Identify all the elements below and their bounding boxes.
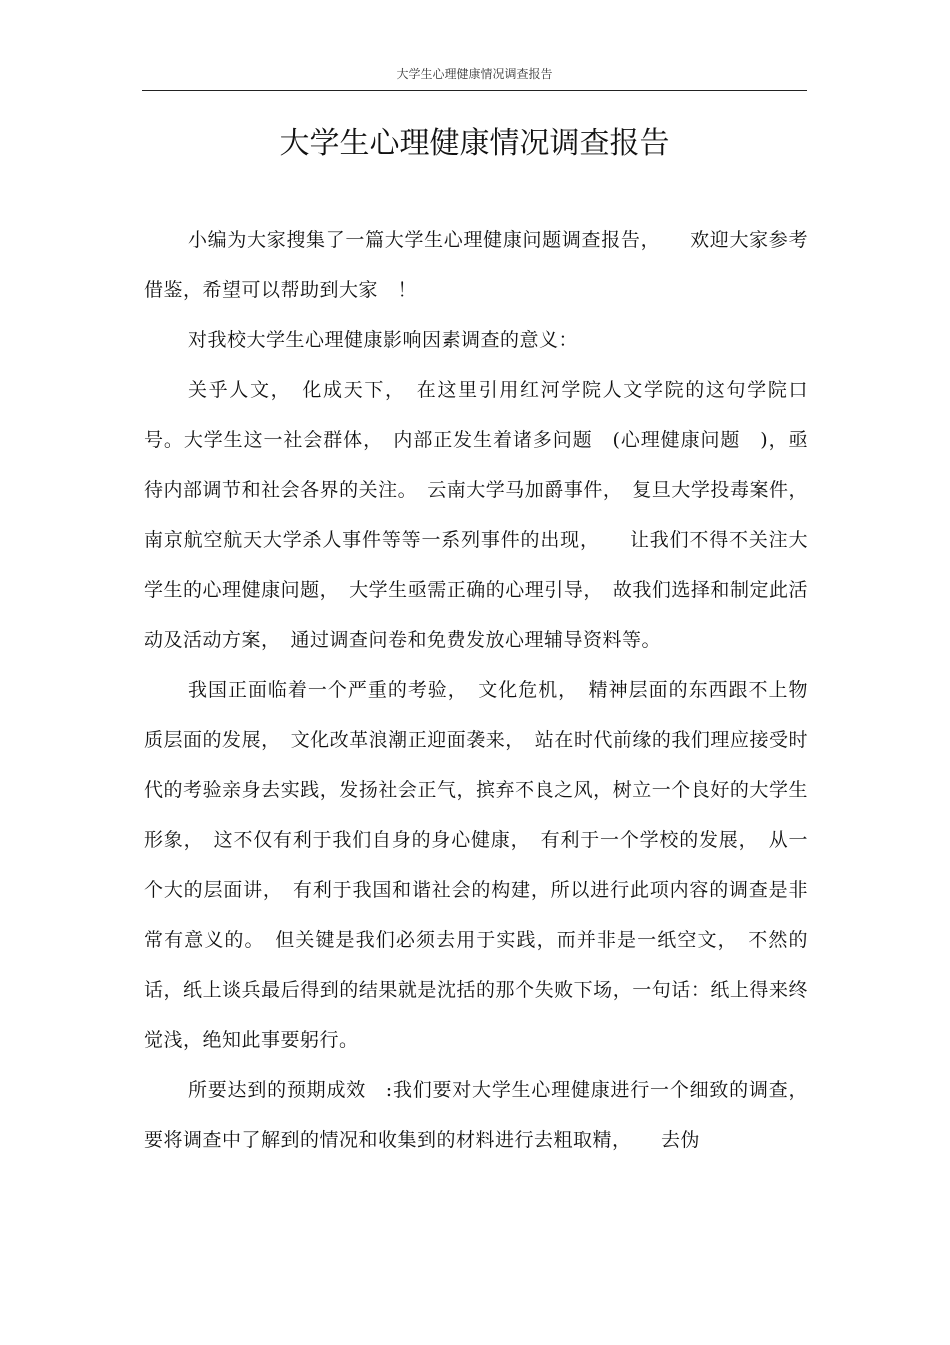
running-header: 大学生心理健康情况调查报告 [396,67,553,81]
paragraph-cultural-crisis: 我国正面临着一个严重的考验， 文化危机， 精神层面的东西跟不上物质层面的发展， 文化改革浪潮正迎面袭来， 站在时代前缘的我们理应接受时代的考验亲身去实践，发扬社会正气，摈弃不良之风，树立一个良好的大学生形象， 这不仅有利于我们自身的身心健康， 有利于一个学校的发展， 从一个大的层面讲， 有利于我国和谐社会的构建，所以进行此项内容的调查是非常有意义的。 但关键是我们必须去用于实践，而并非是一纸空文， 不然的话，纸上谈兵最后得到的结果就是沈括的那个失败下场，一句话：纸上得来终觉浅，绝知此事要躬行。 [144,679,808,1051]
document-body [144,215,808,1165]
header-rule [142,90,807,91]
document-title: 大学生心理健康情况调查报告 [279,126,670,161]
paragraph-significance-heading: 对我校大学生心理健康影响因素调查的意义： [188,329,579,351]
paragraph-expected-outcome: 所要达到的预期成效 :我们要对大学生心理健康进行一个细致的调查，要将调查中了解到的情况和收集到的材料进行去粗取精， 去伪 [144,1079,808,1151]
paragraph-intro: 小编为大家搜集了一篇大学生心理健康问题调查报告， 欢迎大家参考借鉴，希望可以帮助到大家 ！ [144,229,808,301]
paragraph-background: 关乎人文， 化成天下， 在这里引用红河学院人文学院的这句学院口号。大学生这一社会群体， 内部正发生着诸多问题 (心理健康问题 )，亟待内部调节和社会各界的关注。 云南大学马加爵事件， 复旦大学投毒案件，南京航空航天大学杀人事件等等一系列事件的出现， 让我们不得不关注大学生的心理健康问题， 大学生亟需正确的心理引导， 故我们选择和制定此活动及活动方案， 通过调查问卷和免费发放心理辅导资料等。 [144,379,808,651]
